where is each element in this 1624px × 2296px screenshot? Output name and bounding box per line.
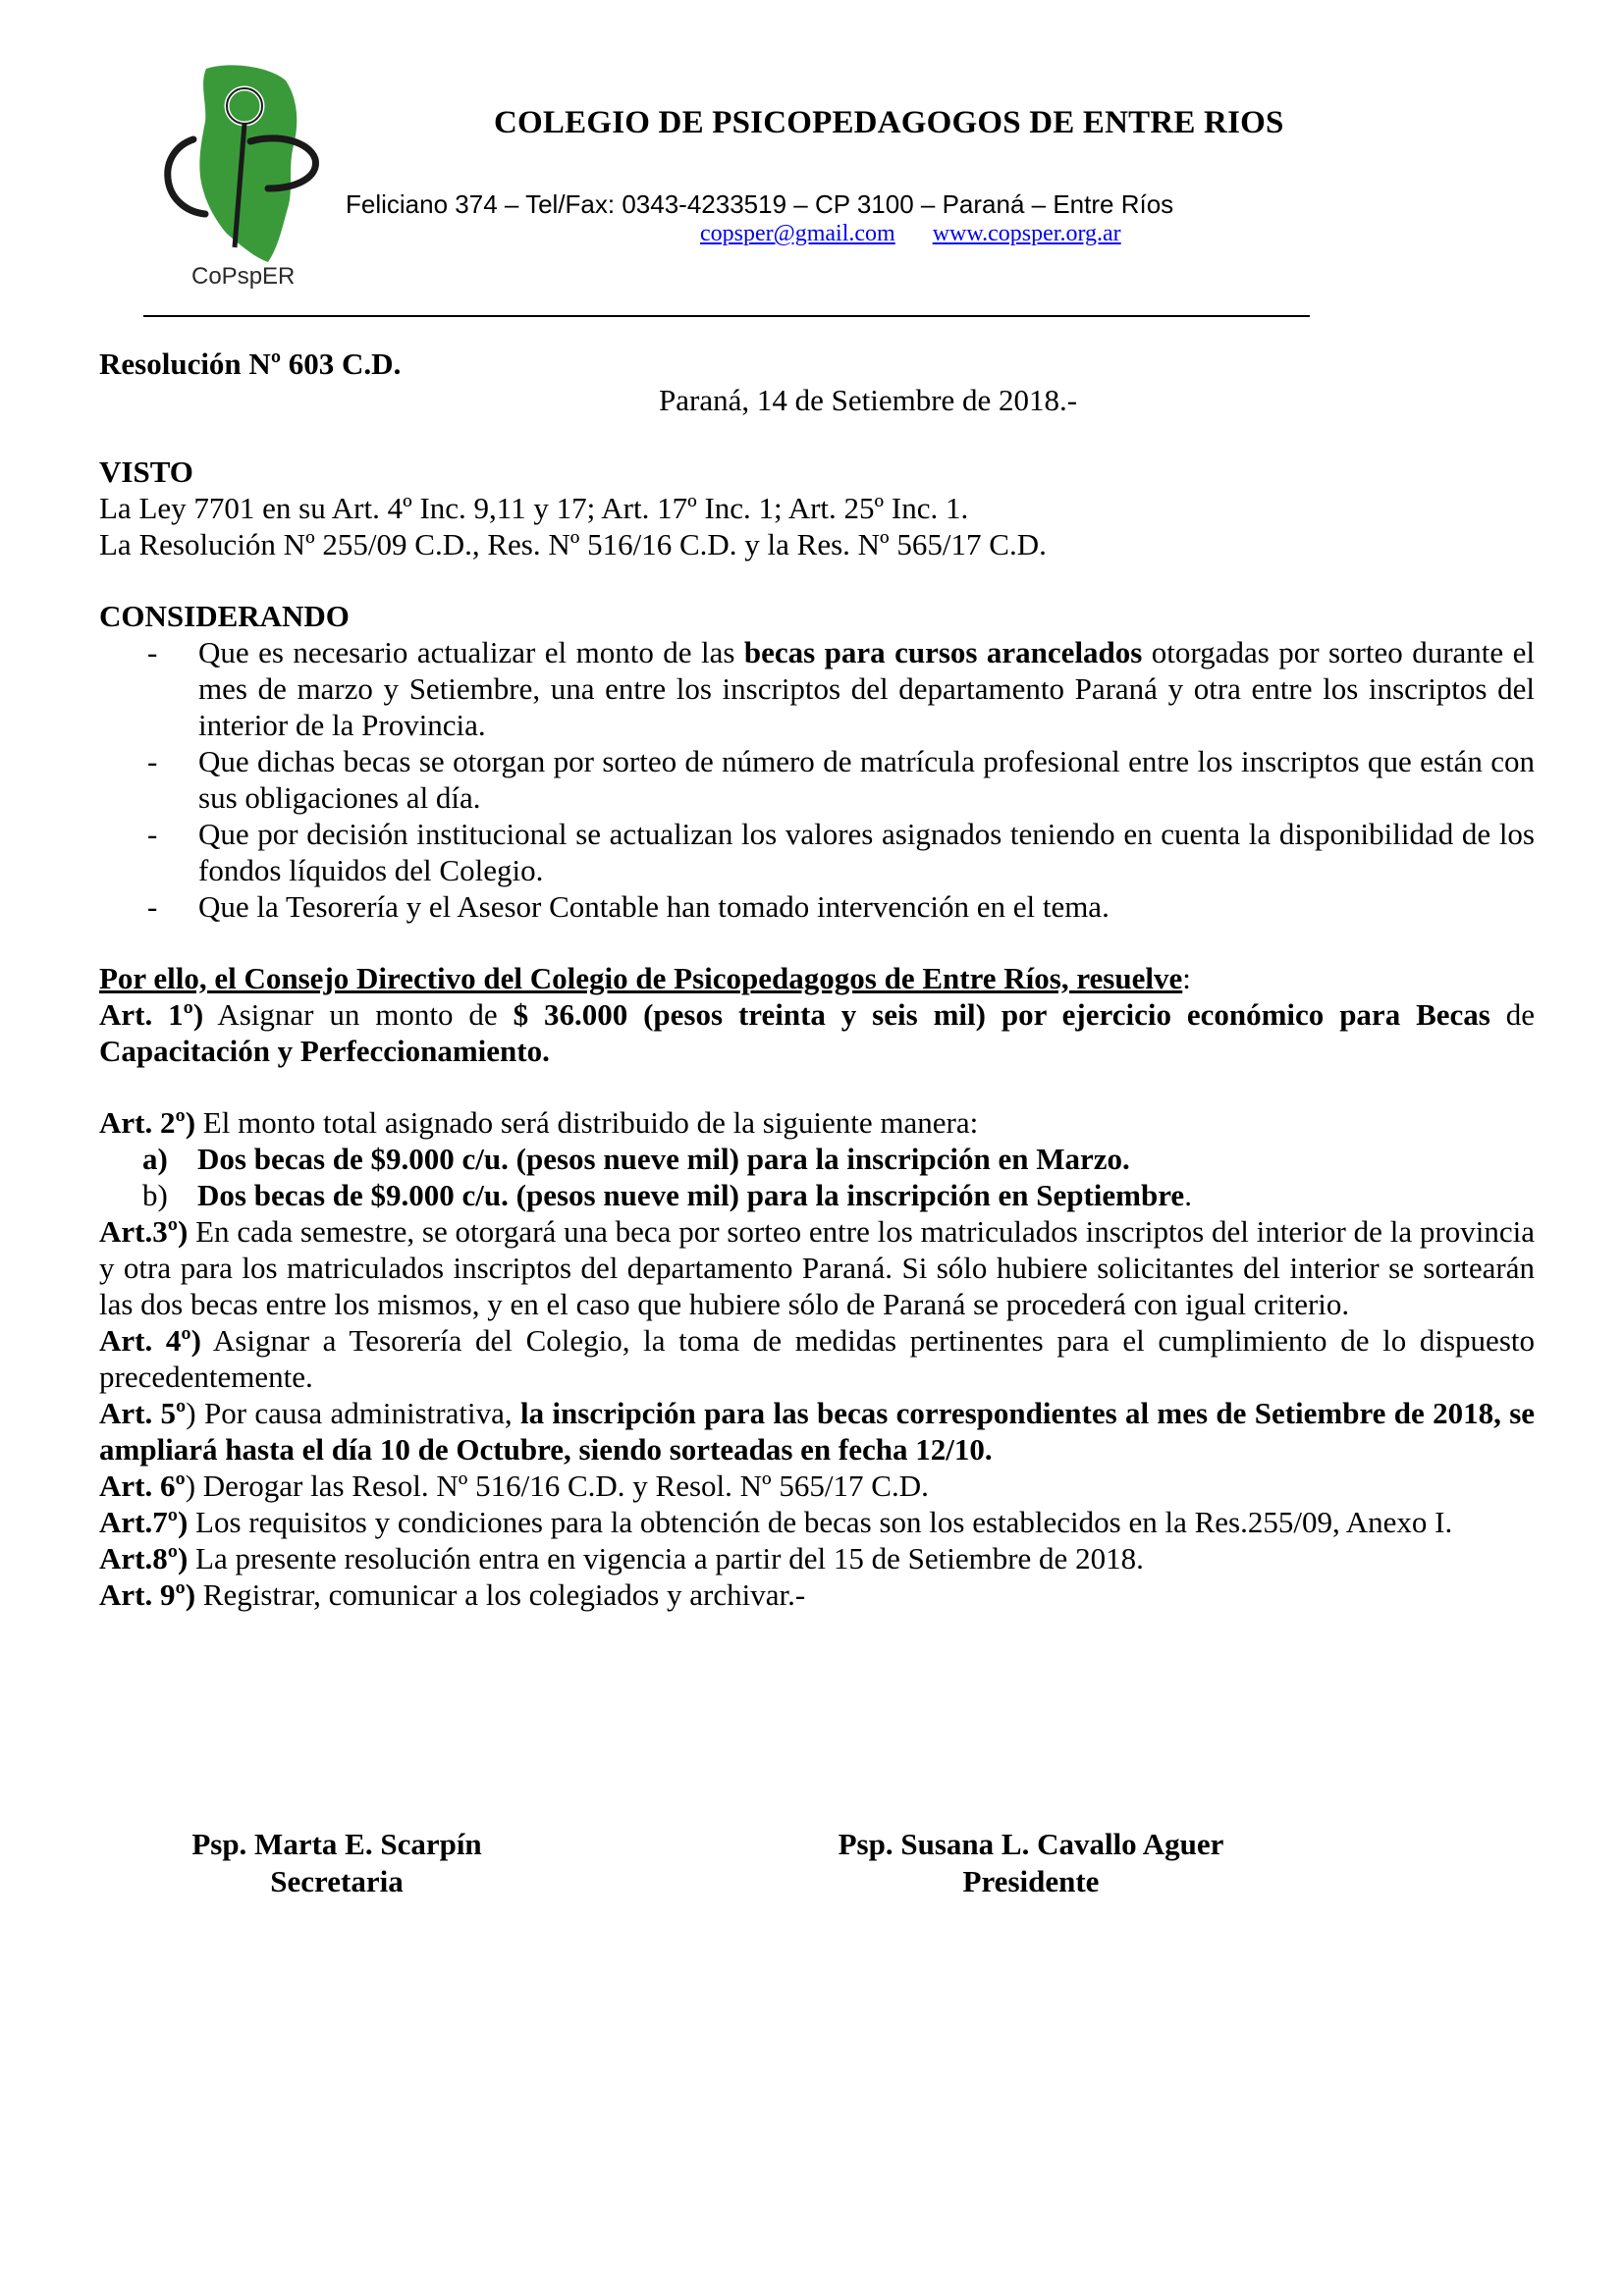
bullet-dash: - [147,744,158,778]
resolution-body [99,346,1535,1613]
considerando-item: - Que la Tesorería y el Asesor Contable han tomado intervención en el tema. [99,888,1535,925]
article-2-item-a: a) Dos becas de $9.000 c/u. (pesos nueve mil) para la inscripción en Marzo. [142,1142,1130,1176]
header-divider [143,315,1310,317]
bullet-dash: - [147,635,158,669]
article-7: Art.7º) Los requisitos y condiciones para la obtención de becas son los establecidos en la Res.255/09, Anexo I. [99,1505,1453,1539]
signer-role: Secretaria [270,1864,404,1898]
considerando-heading: CONSIDERANDO [99,599,350,633]
article-2: Art. 2º) El monto total asignado será distribuido de la siguiente manera: [99,1105,979,1140]
signature-secretaria [160,1826,514,1900]
signer-name: Psp. Marta E. Scarpín [191,1827,482,1861]
org-links [700,221,1153,247]
considerando-item: - Que por decisión institucional se actualizan los valores asignados teniendo en cuenta la disponibilidad de los fondos líquidos del Colegio. [99,816,1535,888]
visto-heading: VISTO [99,454,193,489]
visto-line: La Ley 7701 en su Art. 4º Inc. 9,11 y 17; Art. 17º Inc. 1; Art. 25º Inc. 1. [99,491,969,525]
article-8: Art.8º) La presente resolución entra en vigencia a partir del 15 de Setiembre de 2018. [99,1541,1144,1575]
emphasis: becas para cursos arancelados [743,635,1143,669]
bullet-dash: - [147,889,158,924]
article-9: Art. 9º) Registrar, comunicar a los colegiados y archivar.- [99,1577,806,1612]
bullet-dash: - [147,817,158,851]
resuelve-intro: Por ello, el Consejo Directivo del Colegio de Psicopedagogos de Entre Ríos, resuelve: [99,961,1191,995]
signer-name: Psp. Susana L. Cavallo Aguer [838,1827,1224,1861]
article-4: Art. 4º) Asignar a Tesorería del Colegio, la toma de medidas pertinentes para el cumplimiento de lo dispuesto precedentemente. [99,1323,1535,1394]
article-2-item-b: b) Dos becas de $9.000 c/u. (pesos nueve mil) para la inscripción en Septiembre. [142,1178,1192,1212]
article-6: Art. 6º) Derogar las Resol. Nº 516/16 C.D. y Resol. Nº 565/17 C.D. [99,1468,929,1503]
logo-text: CoPspER [191,263,296,290]
considerando-item: - Que es necesario actualizar el monto de las becas para cursos arancelados otorgadas por sorteo durante el mes de marzo y Setiembre, una entre los inscriptos del departamento Paraná y otra entre los inscriptos del interior de la Provincia. [99,634,1535,743]
entre-rios-map-icon [162,61,334,267]
article-5: Art. 5º) Por causa administrativa, la inscripción para las becas correspondientes al mes de Setiembre de 2018, se ampliará hasta el día 10 de Octubre, siendo sorteadas en fecha 12/10. [99,1396,1536,1467]
visto-line: La Resolución Nº 255/09 C.D., Res. Nº 516/16 C.D. y la Res. Nº 565/17 C.D. [99,527,1047,561]
org-address: Feliciano 374 – Tel/Fax: 0343-4233519 – CP 3100 – Paraná – Entre Ríos [346,189,1174,219]
email-link[interactable]: copsper@gmail.com [700,221,895,246]
article-1: Art. 1º) Asignar un monto de $ 36.000 (pesos treinta y seis mil) por ejercicio económico para Becas de Capacitación y Perfeccionamiento. [99,997,1535,1068]
org-title: COLEGIO DE PSICOPEDAGOGOS DE ENTRE RIOS [494,105,1284,140]
article-3: Art.3º) En cada semestre, se otorgará una beca por sorteo entre los matriculados inscriptos del interior de la provincia y otra para los matriculados inscriptos del departamento Paraná. Si sólo hubiere solicitantes del interior se sortearán las dos becas entre los mismos, y en el caso que hubiere sólo de Paraná se procederá con igual criterio. [99,1214,1535,1321]
signer-role: Presidente [962,1864,1100,1898]
resolution-date: Paraná, 14 de Setiembre de 2018.- [659,383,1078,417]
colegio-logo [162,61,334,296]
website-link[interactable]: www.copsper.org.ar [932,221,1121,246]
signature-presidente [805,1826,1257,1900]
considerando-item: - Que dichas becas se otorgan por sorteo de número de matrícula profesional entre los inscriptos que están con sus obligaciones al día. [99,743,1535,816]
resolution-number: Resolución Nº 603 C.D. [99,347,402,381]
